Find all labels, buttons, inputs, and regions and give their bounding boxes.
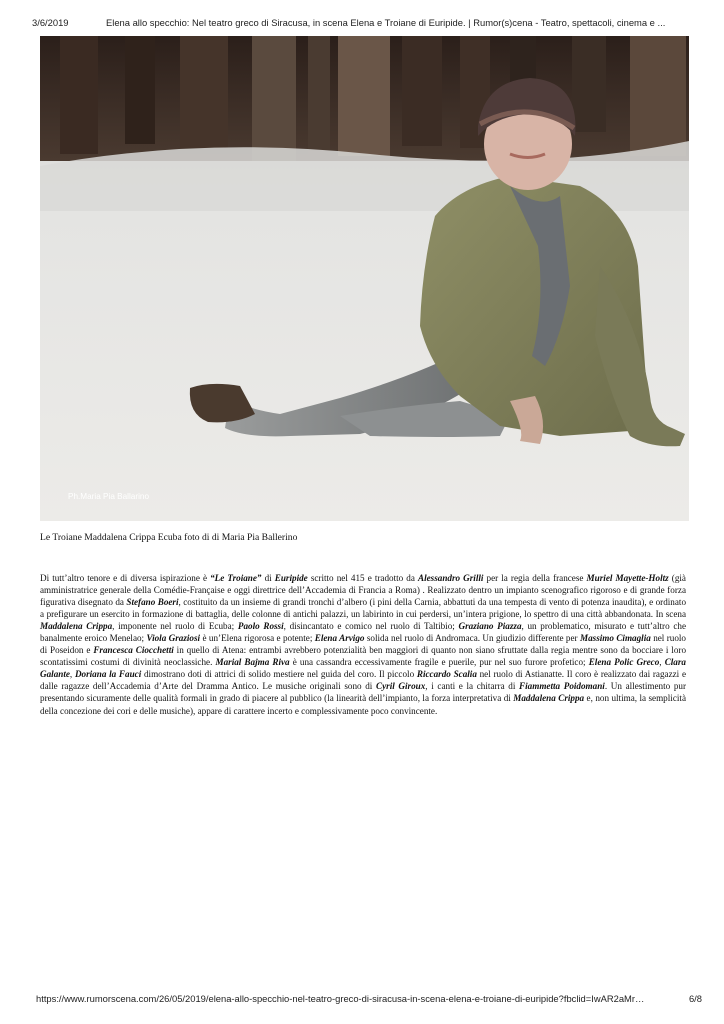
bold-name: Riccardo Scalia xyxy=(416,669,477,680)
bold-name: Maddalena Crippa xyxy=(513,693,585,704)
article-text: nel ruolo di Astianatte. Il coro è realizzato dai ragazzi e dalle ragazze dell’Accademia d’Arte del Dramma Antico. Le musiche originali sono di xyxy=(40,669,687,692)
article-text: di xyxy=(261,573,275,583)
bold-name: Viola Graziosi xyxy=(146,633,201,644)
bold-name: Cyril Giroux xyxy=(376,681,426,692)
article-text: è una cassandra eccessivamente fragile e puerile, pur nel suo furore profetico; xyxy=(289,657,589,668)
photo-credit: Ph.Maria Pia Ballarino xyxy=(68,492,150,501)
article-text: , un problematico, misurato e tutt’altro che banalmente eroico Menelao; xyxy=(40,621,687,644)
bold-name: Paolo Rossi xyxy=(237,621,284,632)
article-text: , i canti e la chitarra di xyxy=(425,681,520,692)
article-text: , xyxy=(659,657,665,668)
article-text: per la regia della francese xyxy=(483,573,587,583)
bold-name: Clara Galante xyxy=(40,657,686,680)
photo-caption: Le Troiane Maddalena Crippa Ecuba foto di di Maria Pia Ballerino xyxy=(40,532,298,543)
stage-photo-image xyxy=(40,36,689,521)
bold-name: Stefano Boeri xyxy=(126,597,179,608)
article-text: , costituito da un insieme di grandi tronchi d’albero (i pini della Carnia, abbattuti da una tempesta di vento di potenza inaudita), e ordinato a prefigurare un esercito in formazione di battaglia, delle colonne di antichi palazzi, un labirinto in cui perdersi, un’intera prigione, lo spettro di una città abbandonata. In scena xyxy=(40,597,687,620)
print-header xyxy=(32,17,700,31)
article-text: . Un allestimento pur presentando sicuramente delle qualità formali in grado di piacere al pubblico (la linearità dell’impianto, la forza interpretativa di xyxy=(40,681,686,704)
article-text: dimostrano doti di attrici di solido mestiere nel guida del coro. Il piccolo xyxy=(141,669,417,680)
bold-name: Elena Polic Greco xyxy=(588,657,660,668)
bold-name: Muriel Mayette-Holtz xyxy=(586,573,669,583)
print-footer xyxy=(36,993,702,1007)
bold-name: Francesca Ciocchetti xyxy=(93,645,174,656)
bold-name: Maddalena Crippa xyxy=(40,621,113,632)
article-text: nel ruolo di Poseidon e xyxy=(40,633,686,656)
page-url: https://www.rumorscena.com/26/05/2019/elena-allo-specchio-nel-teatro-greco-di-siracusa-in-scena-elena-e-troiane-di-euripide?fbclid=IwAR2aMr… xyxy=(36,993,645,1004)
article-text: , imponente nel ruolo di Ecuba; xyxy=(112,621,238,632)
print-date: 3/6/2019 xyxy=(32,17,69,28)
bold-name: Massimo Cimaglia xyxy=(579,633,651,644)
bold-name: Elena Arvigo xyxy=(314,633,365,644)
article-text: , disincantato e comico nel ruolo di Taltibio; xyxy=(283,621,459,632)
bold-name: “Le Troiane” xyxy=(210,573,262,583)
bold-name: Marial Bajma Riva xyxy=(215,657,290,668)
article-text: , xyxy=(69,669,75,680)
page-title: Elena allo specchio: Nel teatro greco di Siracusa, in scena Elena e Troiane di Euripide. | Rumor(s)cena - Teatro, spettacoli, cinema e ... xyxy=(106,17,666,28)
bold-name: Doriana la Fauci xyxy=(74,669,142,680)
bold-name: Graziano Piazza xyxy=(458,621,522,632)
page-number: 6/8 xyxy=(688,993,702,1004)
article-text: scritto nel 415 e tradotto da xyxy=(307,573,418,583)
bold-name: Alessandro Grilli xyxy=(418,573,484,583)
article-text: è un’Elena rigorosa e potente; xyxy=(200,633,315,644)
article-body xyxy=(40,572,686,717)
article-text: (già amministratrice generale della Comédie-Française e oggi direttrice dell’Accademia di Francia a Roma) . Realizzato dentro un impianto scenografico rigoroso e di grande forza figurativa disegnato da xyxy=(40,573,686,608)
bold-name: Fiammetta Poidomani xyxy=(519,681,605,692)
stage-photo xyxy=(40,36,689,521)
article-text: in quello di Atena: entrambi avrebbero potenzialità ben maggiori di quanto non siano sfruttate dalla regia mentre sono da bocciare i loro scontatissimi costumi di divinità neoclassiche. xyxy=(40,645,687,668)
article-text: Di tutt’altro tenore e di diversa ispirazione è xyxy=(40,573,211,583)
article-text: solida nel ruolo di Andromaca. Un giudizio differente per xyxy=(364,633,580,644)
bold-name: Euripide xyxy=(274,573,308,583)
article-text: e, non ultima, la semplicità della concezione dei cori e delle musiche), appare di carattere incerto e complessivamente poco convincente. xyxy=(40,693,686,716)
